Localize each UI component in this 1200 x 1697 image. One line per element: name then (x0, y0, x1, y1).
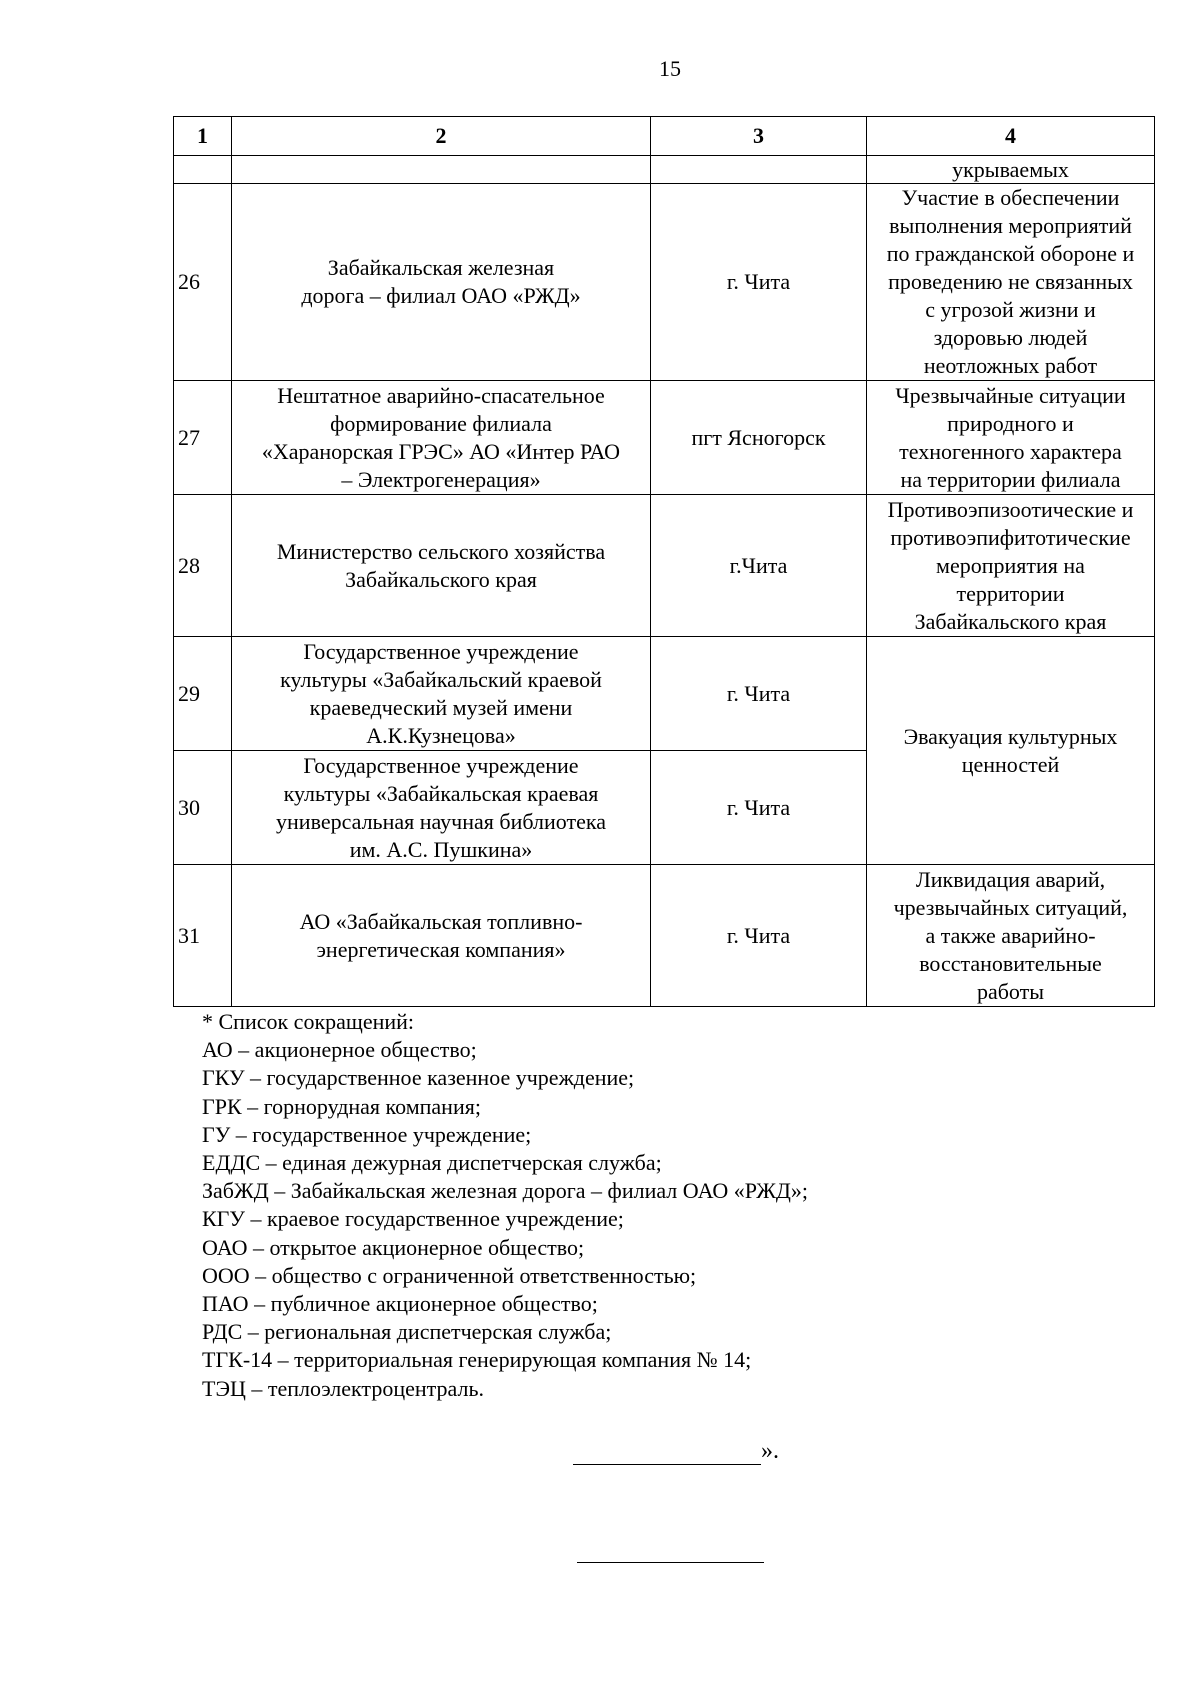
task-cell: Участие в обеспечении выполнения мероприятий по гражданской обороне и проведению не связанных с угрозой жизни и здоровью людей неотложных работ (867, 184, 1155, 381)
abbreviation-item: ЗабЖД – Забайкальская железная дорога – филиал ОАО «РЖД»; (202, 1178, 809, 1204)
location-cell: г. Чита (651, 637, 867, 751)
abbreviation-item: ГКУ – государственное казенное учреждение; (202, 1065, 635, 1091)
cell-city (651, 156, 867, 184)
abbreviation-item: ГУ – государственное учреждение; (202, 1121, 532, 1147)
header-col-4: 4 (867, 117, 1155, 156)
table-row-31 (174, 865, 1155, 1007)
table-row-29 (174, 637, 1155, 751)
cell-org (232, 156, 651, 184)
task-cell-merged: Эвакуация культурных ценностей (867, 637, 1155, 865)
location-cell: г.Чита (651, 495, 867, 637)
abbreviation-item: ОАО – открытое акционерное общество; (202, 1234, 585, 1260)
bottom-separator-line (577, 1562, 764, 1563)
organization-cell: Забайкальская железная дорога – филиал ОАО «РЖД» (232, 184, 651, 381)
organizations-table (173, 116, 1155, 1007)
row-number: 29 (174, 637, 232, 751)
task-cell: Чрезвычайные ситуации природного и техногенного характера на территории филиала (867, 381, 1155, 495)
abbreviation-item: КГУ – краевое государственное учреждение; (202, 1206, 624, 1232)
abbreviation-item: ПАО – публичное акционерное общество; (202, 1291, 598, 1317)
header-col-2: 2 (232, 117, 651, 156)
abbreviation-item: АО – акционерное общество; (202, 1037, 477, 1063)
location-cell: пгт Ясногорск (651, 381, 867, 495)
closing-quote-line (573, 1438, 779, 1465)
page-number: 15 (659, 56, 681, 81)
table-row-26 (174, 184, 1155, 381)
row-number: 31 (174, 865, 232, 1007)
closing-mark: ». (761, 1438, 779, 1464)
organization-cell: Государственное учреждение культуры «Забайкальский краевой краеведческий музей имени А.К.Кузнецова» (232, 637, 651, 751)
location-cell: г. Чита (651, 865, 867, 1007)
table-row-28 (174, 495, 1155, 637)
abbreviations-title: * Список сокращений: (202, 1009, 415, 1034)
abbreviation-item: ГРК – горнорудная компания; (202, 1093, 481, 1119)
task-cell: Ликвидация аварий, чрезвычайных ситуаций, а также аварийно- восстановительные работы (867, 865, 1155, 1007)
abbreviations-list (202, 1008, 808, 1403)
header-col-3: 3 (651, 117, 867, 156)
organization-cell: Министерство сельского хозяйства Забайкальского края (232, 495, 651, 637)
abbreviation-item: ТГК-14 – территориальная генерирующая компания № 14; (202, 1347, 752, 1373)
task-cell: Противоэпизоотические и противоэпифитотические мероприятия на территории Забайкальского края (867, 495, 1155, 637)
abbreviation-item: РДС – региональная диспетчерская служба; (202, 1319, 612, 1345)
signature-underline (573, 1442, 761, 1465)
cell-task: укрываемых (867, 156, 1155, 184)
row-number: 26 (174, 184, 232, 381)
header-col-1: 1 (174, 117, 232, 156)
abbreviation-item: ТЭЦ – теплоэлектроцентраль. (202, 1375, 484, 1401)
row-number: 28 (174, 495, 232, 637)
location-cell: г. Чита (651, 184, 867, 381)
abbreviation-item: ЕДДС – единая дежурная диспетчерская служба; (202, 1150, 662, 1176)
organization-cell: Нештатное аварийно-спасательное формирование филиала «Харанорская ГРЭС» АО «Интер РАО – Электрогенерация» (232, 381, 651, 495)
organization-cell: Государственное учреждение культуры «Забайкальская краевая универсальная научная библиотека им. А.С. Пушкина» (232, 751, 651, 865)
row-number: 27 (174, 381, 232, 495)
table-header-row (174, 117, 1155, 156)
row-number: 30 (174, 751, 232, 865)
abbreviation-item: ООО – общество с ограниченной ответственностью; (202, 1262, 697, 1288)
table-row-continuation (174, 156, 1155, 184)
organization-cell: АО «Забайкальская топливно- энергетическая компания» (232, 865, 651, 1007)
cell-num (174, 156, 232, 184)
table-row-27 (174, 381, 1155, 495)
location-cell: г. Чита (651, 751, 867, 865)
